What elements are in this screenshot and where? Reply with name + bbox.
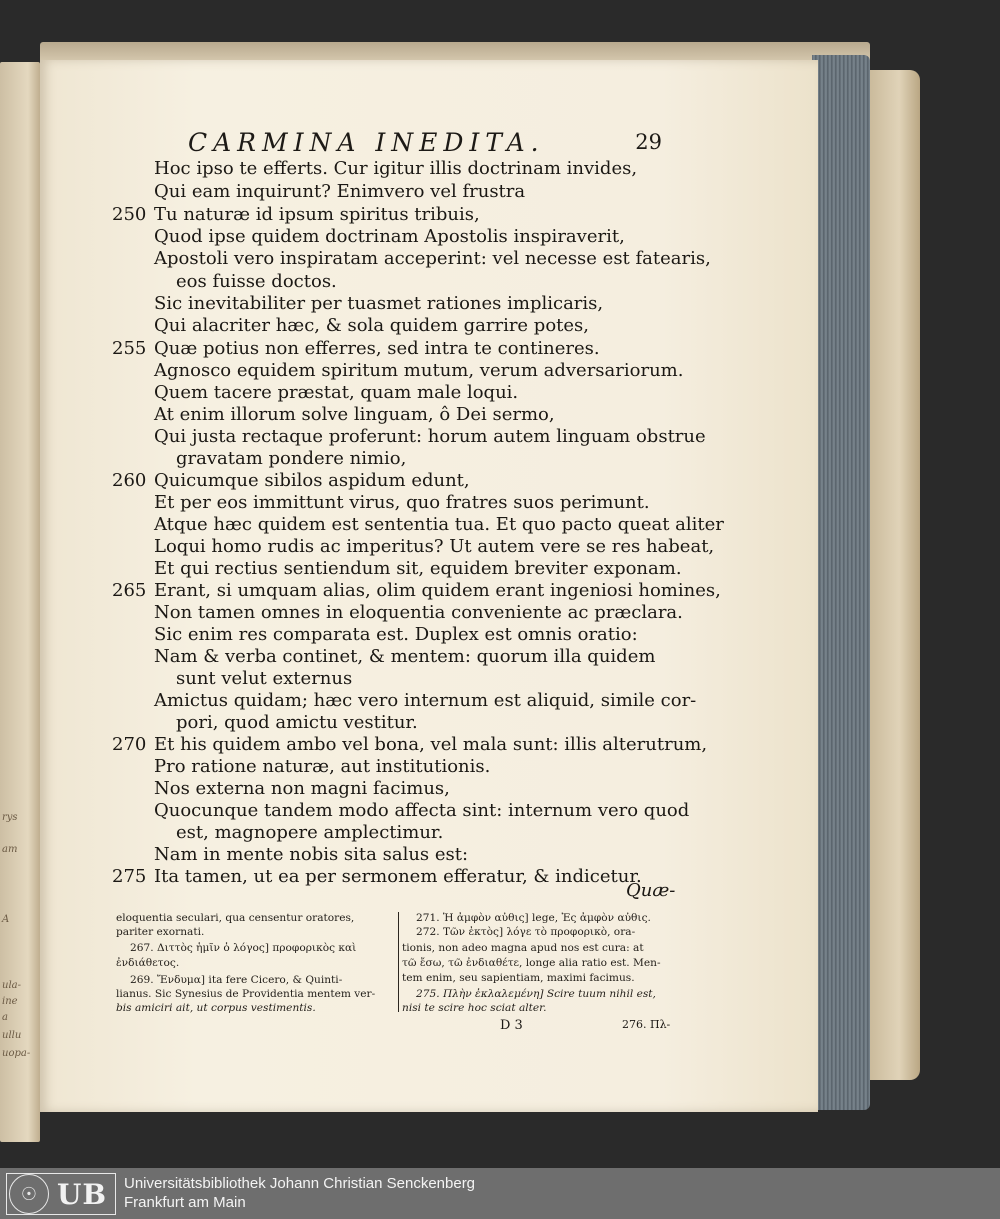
note-line: ἐνδιάθετος. [116, 957, 180, 969]
catchword: Quæ- [626, 880, 676, 901]
verse-line: Quod ipse quidem doctrinam Apostolis inspiraverit, [154, 226, 625, 247]
verse-line: Erant, si umquam alias, olim quidem erant ingeniosi homines, [154, 580, 721, 601]
signature-mark: D 3 [500, 1018, 523, 1033]
verse-line: Non tamen omnes in eloquentia conveniente ac præclara. [154, 602, 683, 623]
notes-divider [398, 912, 399, 1012]
margin-fragment: uopa- [2, 1048, 31, 1059]
book-fore-edge [812, 55, 870, 1110]
running-title: CARMINA INEDITA. [188, 128, 545, 157]
facing-page-edge [0, 62, 40, 1142]
verse-line: Amictus quidam; hæc vero internum est aliquid, simile cor- [154, 690, 697, 711]
verse-line: sunt velut externus [176, 668, 353, 689]
verse-line: Quem tacere præstat, quam male loqui. [154, 382, 519, 403]
margin-fragment: ullu [2, 1030, 22, 1041]
verse-line: Et per eos immittunt virus, quo fratres suos perimunt. [154, 492, 650, 513]
page-flap [868, 70, 920, 1080]
library-name [124, 1174, 475, 1212]
verse-line: Quocunque tandem modo affecta sint: internum vero quod [154, 800, 690, 821]
library-name-line2: Frankfurt am Main [124, 1194, 246, 1211]
note-line: 272. Τῶν ἐκτὸς] λόγε τὸ προφορικὸ, ora- [416, 926, 636, 938]
note-line: eloquentia seculari, qua censentur oratores, [116, 912, 355, 924]
note-line: nisi te scire hoc sciat alter. [402, 1002, 547, 1014]
verse-line: Qui justa rectaque proferunt: horum autem linguam obstrue [154, 426, 706, 447]
verse-line: At enim illorum solve linguam, ô Dei sermo, [154, 404, 555, 425]
verse-line: Atque hæc quidem est sententia tua. Et quo pacto queat aliter [154, 514, 724, 535]
note-line: tem enim, seu sapientiam, maximi facimus. [402, 972, 635, 984]
library-footer [0, 1168, 1000, 1219]
verse-line: est, magnopere amplectimur. [176, 822, 444, 843]
note-line: lianus. Sic Synesius de Providentia mentem ver- [116, 988, 376, 1000]
note-line: tionis, non adeo magna apud nos est cura: at [402, 942, 644, 954]
note-line: 275. Πλὴν ἐκλαλεμένη] Scire tuum nihil est, [416, 988, 656, 1000]
verse-line: gravatam pondere nimio, [176, 448, 407, 469]
verse-line: Ita tamen, ut ea per sermonem efferatur, & indicetur. [154, 866, 642, 887]
note-line: τῶ ἔσω, τῶ ἐνδιαθέτε, longe alia ratio est. Men- [402, 957, 661, 969]
verse-line: Pro ratione naturæ, aut institutionis. [154, 756, 491, 777]
verse-line: Nos externa non magni facimus, [154, 778, 450, 799]
verse-line: Nam in mente nobis sita salus est: [154, 844, 469, 865]
verse-line: Qui alacriter hæc, & sola quidem garrire potes, [154, 315, 590, 336]
verse-line: eos fuisse doctos. [176, 271, 337, 292]
page-number: 29 [635, 130, 662, 154]
margin-fragment: am [2, 844, 18, 855]
verse-line: Sic enim res comparata est. Duplex est omnis oratio: [154, 624, 638, 645]
verse-line: Nam & verba continet, & mentem: quorum illa quidem [154, 646, 656, 667]
verse-line: Quicumque sibilos aspidum edunt, [154, 470, 470, 491]
note-line: 267. Διττὸς ἡμῖν ὁ λόγος] προφορικὸς καὶ [130, 942, 357, 954]
verse-line: Et qui rectius sentiendum sit, equidem breviter exponam. [154, 558, 682, 579]
verse-line: Quæ potius non efferres, sed intra te contineres. [154, 338, 600, 359]
note-catchword: 276. Πλ- [622, 1018, 671, 1031]
verse-line: Agnosco equidem spiritum mutum, verum adversariorum. [154, 360, 684, 381]
ub-logo[interactable] [6, 1173, 116, 1215]
verse-line: Apostoli vero inspiratam acceperint: vel necesse est fatearis, [154, 248, 711, 269]
margin-fragment: ula- [2, 980, 21, 991]
margin-fragment: A [2, 914, 10, 925]
margin-fragment: a [2, 1012, 8, 1023]
line-number: 255 [112, 338, 147, 359]
line-number: 260 [112, 470, 147, 491]
margin-fragment: rys [2, 812, 18, 823]
verse-line: pori, quod amictu vestitur. [176, 712, 418, 733]
seal-icon: ☉ [9, 1174, 49, 1214]
verse-line: Loqui homo rudis ac imperitus? Ut autem vere se res habeat, [154, 536, 715, 557]
line-number: 270 [112, 734, 147, 755]
note-line: 269. Ἔνδυμα] ita fere Cicero, & Quinti- [130, 974, 343, 986]
verse-line: Qui eam inquirunt? Enimvero vel frustra [154, 181, 526, 202]
library-name-line1: Universitätsbibliothek Johann Christian Senckenberg [124, 1175, 476, 1192]
verse-line: Et his quidem ambo vel bona, vel mala sunt: illis alterutrum, [154, 734, 708, 755]
note-line: pariter exornati. [116, 926, 205, 938]
line-number: 275 [112, 866, 147, 887]
verse-line: Hoc ipso te efferts. Cur igitur illis doctrinam invides, [154, 158, 638, 179]
verse-line: Sic inevitabiliter per tuasmet rationes implicaris, [154, 293, 604, 314]
margin-fragment: ine [2, 996, 18, 1007]
line-number: 265 [112, 580, 147, 601]
ub-logo-text: UB [57, 1177, 108, 1211]
note-line: bis amiciri ait, ut corpus vestimentis. [116, 1002, 316, 1014]
line-number: 250 [112, 204, 147, 225]
note-line: 271. Ἡ ἀμφὸν αὐθις] lege, Ἐς ἀμφὸν αὐθις. [416, 912, 651, 924]
verse-line: Tu naturæ id ipsum spiritus tribuis, [154, 204, 480, 225]
running-head [150, 128, 670, 158]
